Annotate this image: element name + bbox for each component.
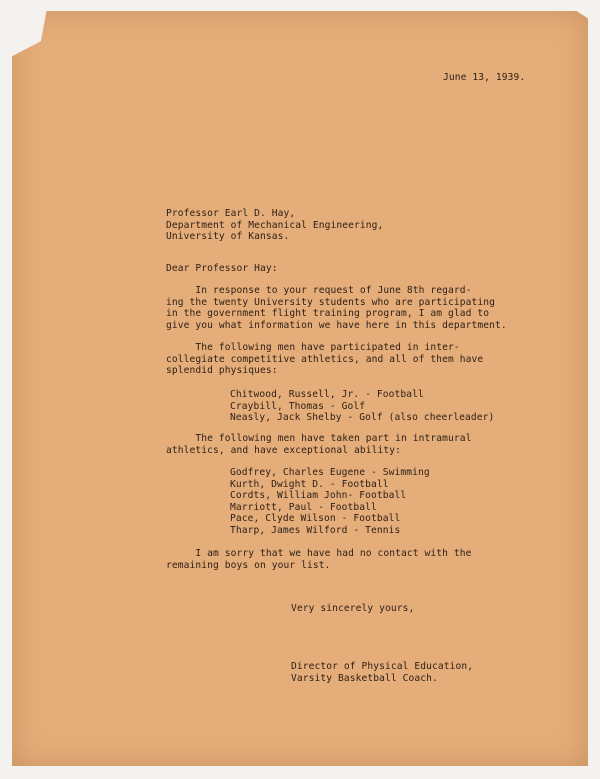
paragraph-request xyxy=(166,285,507,331)
paragraph-line: In response to your request of June 8th regard- xyxy=(166,285,472,296)
paragraph-line: splendid physiques: xyxy=(166,365,278,377)
paragraph-line: athletics, and have exceptional ability: xyxy=(166,444,402,456)
list-item: Cordts, William John- Football xyxy=(230,490,407,502)
paragraph-line: in the government flight training program, I am glad to xyxy=(166,308,490,320)
recipient-address xyxy=(166,208,383,243)
list-item: Godfrey, Charles Eugene - Swimming xyxy=(230,467,430,478)
paragraph-line: The following men have participated in inter- xyxy=(166,342,460,353)
signature-line: Varsity Basketball Coach. xyxy=(291,672,438,684)
intramural-list xyxy=(230,467,430,537)
paragraph-line: collegiate competitive athletics, and all of them have xyxy=(166,353,484,365)
paragraph-intramural xyxy=(166,433,472,456)
signature-line: Director of Physical Education, xyxy=(291,661,474,672)
recipient-line: University of Kansas. xyxy=(166,231,290,243)
list-item: Tharp, James Wilford - Tennis xyxy=(230,524,401,536)
list-item: Pace, Clyde Wilson - Football xyxy=(230,513,401,525)
paragraph-intercollegiate xyxy=(166,342,483,377)
signature-block xyxy=(291,661,473,684)
recipient-line: Department of Mechanical Engineering, xyxy=(166,219,384,231)
paragraph-closing-remark xyxy=(166,548,472,571)
complimentary-close: Very sincerely yours, xyxy=(291,603,415,614)
paragraph-line: I am sorry that we have had no contact with the xyxy=(166,548,472,559)
list-item: Chitwood, Russell, Jr. - Football xyxy=(230,389,424,400)
paragraph-line: The following men have taken part in intramural xyxy=(166,433,472,444)
list-item: Kurth, Dwight D. - Football xyxy=(230,478,389,490)
salutation: Dear Professor Hay: xyxy=(166,263,278,274)
list-item: Craybill, Thomas - Golf xyxy=(230,400,366,412)
intercollegiate-list xyxy=(230,389,494,424)
paragraph-line: ing the twenty University students who are participating xyxy=(166,296,496,308)
letter-date: June 13, 1939. xyxy=(443,72,526,83)
recipient-line: Professor Earl D. Hay, xyxy=(166,208,296,219)
list-item: Neasly, Jack Shelby - Golf (also cheerleader) xyxy=(230,412,495,424)
paragraph-line: give you what information we have here in this department. xyxy=(166,319,507,331)
paragraph-line: remaining boys on your list. xyxy=(166,559,331,571)
list-item: Marriott, Paul - Football xyxy=(230,501,377,513)
